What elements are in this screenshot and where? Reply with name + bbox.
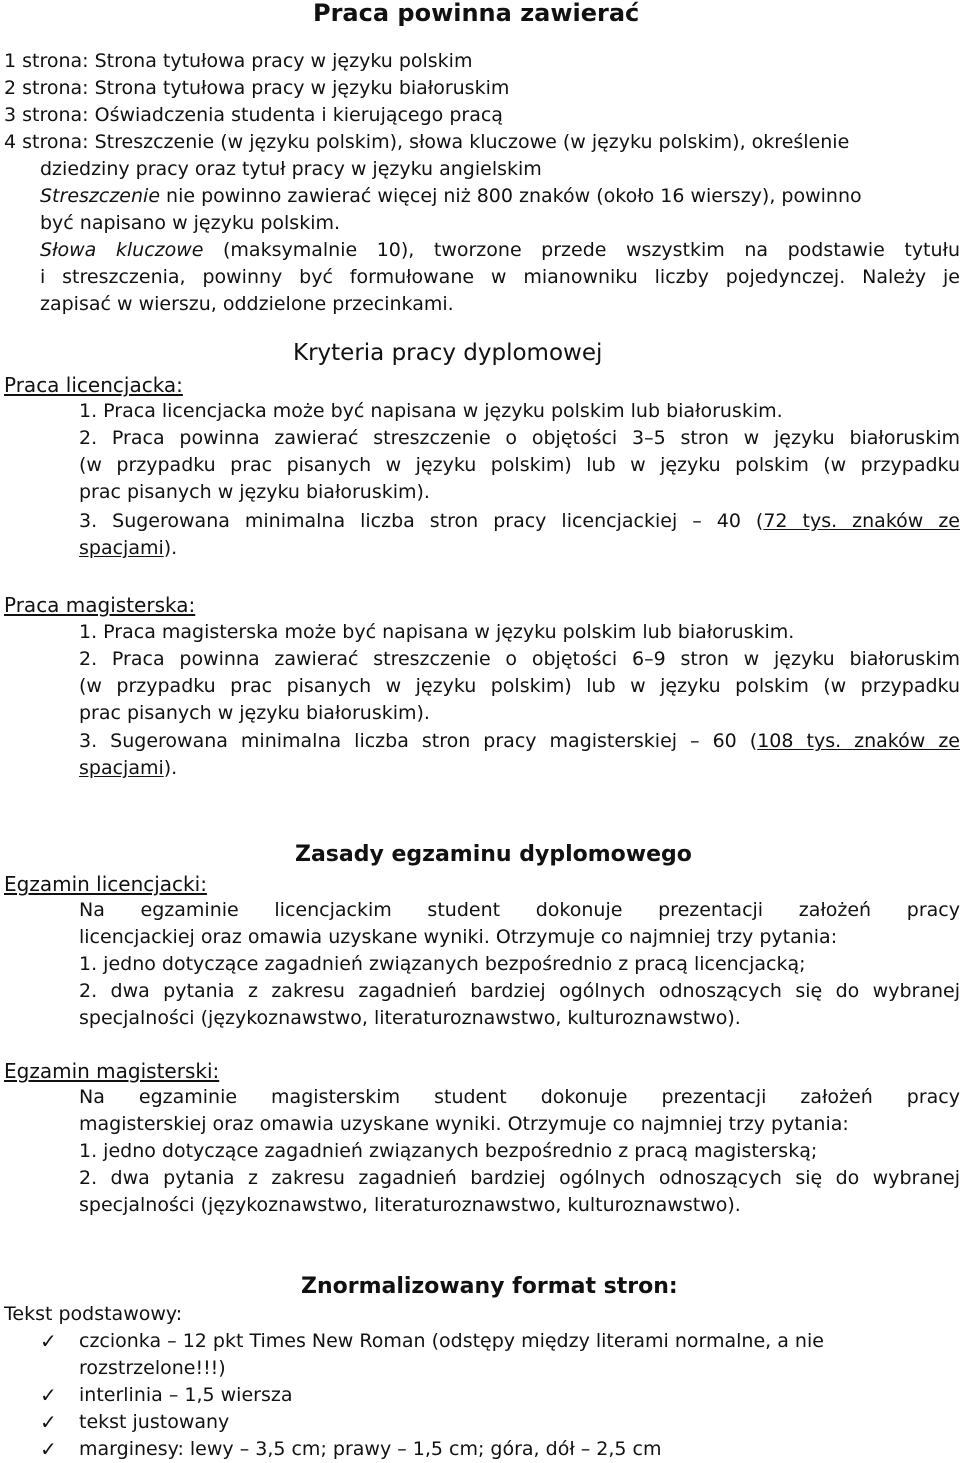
checkmark-icon: ✓ [40,1329,57,1353]
bachelor-item-3-text: 3. Sugerowana minimalna liczba stron pracy licencjackiej – 40 ( [79,510,764,532]
page-title: Praca powinna zawierać [313,0,640,27]
bachelor-item-3-end: ). [163,537,178,559]
bachelor-heading: Praca licencjacka: [4,373,183,397]
format-font-item-cont: rozstrzelone!!!) [79,1357,226,1379]
keywords-rule-end: zapisać w wierszu, oddzielone przecinkami. [40,293,454,315]
master-exam-question-2: 2. dwa pytania z zakresu zagadnień bardziej ogólnych odnoszących się do wybranej [79,1167,960,1189]
format-justify-item: tekst justowany [79,1411,230,1433]
master-item-2: 2. Praca powinna zawierać streszczenie o objętości 6–9 stron w języku białoruskim [79,648,960,670]
bachelor-item-1: 1. Praca licencjacka może być napisana w języku polskim lub białoruskim. [79,400,783,422]
exam-heading: Zasady egzaminu dyplomowego [295,842,692,867]
bachelor-item-2: 2. Praca powinna zawierać streszczenie o objętości 3–5 stron w języku białoruskim [79,427,960,449]
master-item-3 [79,728,960,755]
page-4-line: 4 strona: Streszczenie (w języku polskim), słowa kluczowe (w języku polskim), określenie [4,131,850,153]
bachelor-item-2-cont: (w przypadku prac pisanych w języku polskim) lub w języku polskim (w przypadku [79,454,960,476]
bachelor-exam-question-1: 1. jedno dotyczące zagadnień związanych bezpośrednio z pracą licencjacką; [79,953,806,975]
master-spaces-text: spacjami [79,757,164,779]
base-text-label: Tekst podstawowy: [4,1303,183,1325]
checkmark-icon: ✓ [40,1437,57,1461]
format-margins-item: marginesy: lewy – 3,5 cm; prawy – 1,5 cm; góra, dół – 2,5 cm [79,1438,662,1460]
bachelor-item-2-end: prac pisanych w języku białoruskim). [79,481,430,503]
format-font-item: czcionka – 12 pkt Times New Roman (odstępy między literami normalne, a nie [79,1330,824,1352]
criteria-heading: Kryteria pracy dyplomowej [293,340,603,366]
bachelor-spaces-text: spacjami [79,537,164,559]
master-heading: Praca magisterska: [4,593,196,617]
abstract-rule-cont: być napisano w języku polskim. [40,212,341,234]
page-2-line: 2 strona: Strona tytułowa pracy w języku białoruskim [4,77,510,99]
page-1-line: 1 strona: Strona tytułowa pracy w języku polskim [4,50,473,72]
keywords-rule-line [40,237,960,264]
keywords-rule-cont: i streszczenia, powinny być formułowane w mianowniku liczby pojedynczej. Należy je [40,266,960,288]
master-exam-line-1: Na egzaminie magisterskim student dokonuje prezentacji założeń pracy [79,1086,960,1108]
bachelor-chars-link: 72 tys. znaków ze [763,510,960,532]
keywords-term: Słowa kluczowe [40,239,204,261]
bachelor-item-3 [79,508,960,535]
abstract-term: Streszczenie [40,185,161,207]
master-exam-heading: Egzamin magisterski: [4,1059,220,1083]
abstract-rule-text: nie powinno zawierać więcej niż 800 znaków (około 16 wierszy), powinno [160,185,862,207]
master-exam-line-2: magisterskiej oraz omawia uzyskane wyniki. Otrzymuje co najmniej trzy pytania: [79,1113,849,1135]
master-item-3-end: ). [163,757,178,779]
master-exam-question-1: 1. jedno dotyczące zagadnień związanych bezpośrednio z pracą magisterską; [79,1140,818,1162]
format-heading: Znormalizowany format stron: [301,1274,678,1299]
bachelor-exam-question-2-cont: specjalności (językoznawstwo, literaturoznawstwo, kulturoznawstwo). [79,1007,741,1029]
master-exam-question-2-cont: specjalności (językoznawstwo, literaturoznawstwo, kulturoznawstwo). [79,1194,741,1216]
master-item-2-end: prac pisanych w języku białoruskim). [79,702,430,724]
master-item-3-cont [79,755,177,782]
bachelor-exam-question-2: 2. dwa pytania z zakresu zagadnień bardziej ogólnych odnoszących się do wybranej [79,980,960,1002]
master-item-2-cont: (w przypadku prac pisanych w języku polskim) lub w języku polskim (w przypadku [79,675,960,697]
bachelor-item-3-cont [79,535,177,562]
page-3-line: 3 strona: Oświadczenia studenta i kierującego pracą [4,104,503,126]
master-chars-link: 108 tys. znaków ze [757,730,960,752]
master-item-1: 1. Praca magisterska może być napisana w języku polskim lub białoruskim. [79,621,795,643]
page-4-line-cont: dziedziny pracy oraz tytuł pracy w języku angielskim [40,158,542,180]
checkmark-icon: ✓ [40,1383,57,1407]
bachelor-exam-line-1: Na egzaminie licencjackim student dokonuje prezentacji założeń pracy [79,899,960,921]
bachelor-exam-line-2: licencjackiej oraz omawia uzyskane wyniki. Otrzymuje co najmniej trzy pytania: [79,926,838,948]
checkmark-icon: ✓ [40,1410,57,1434]
keywords-rule-text: (maksymalnie 10), tworzone przede wszystkim na podstawie tytułu [203,239,960,261]
bachelor-exam-heading: Egzamin licencjacki: [4,872,207,896]
abstract-rule-line [40,183,862,210]
master-item-3-text: 3. Sugerowana minimalna liczba stron pracy magisterskiej – 60 ( [79,730,758,752]
format-line-spacing-item: interlinia – 1,5 wiersza [79,1384,293,1406]
